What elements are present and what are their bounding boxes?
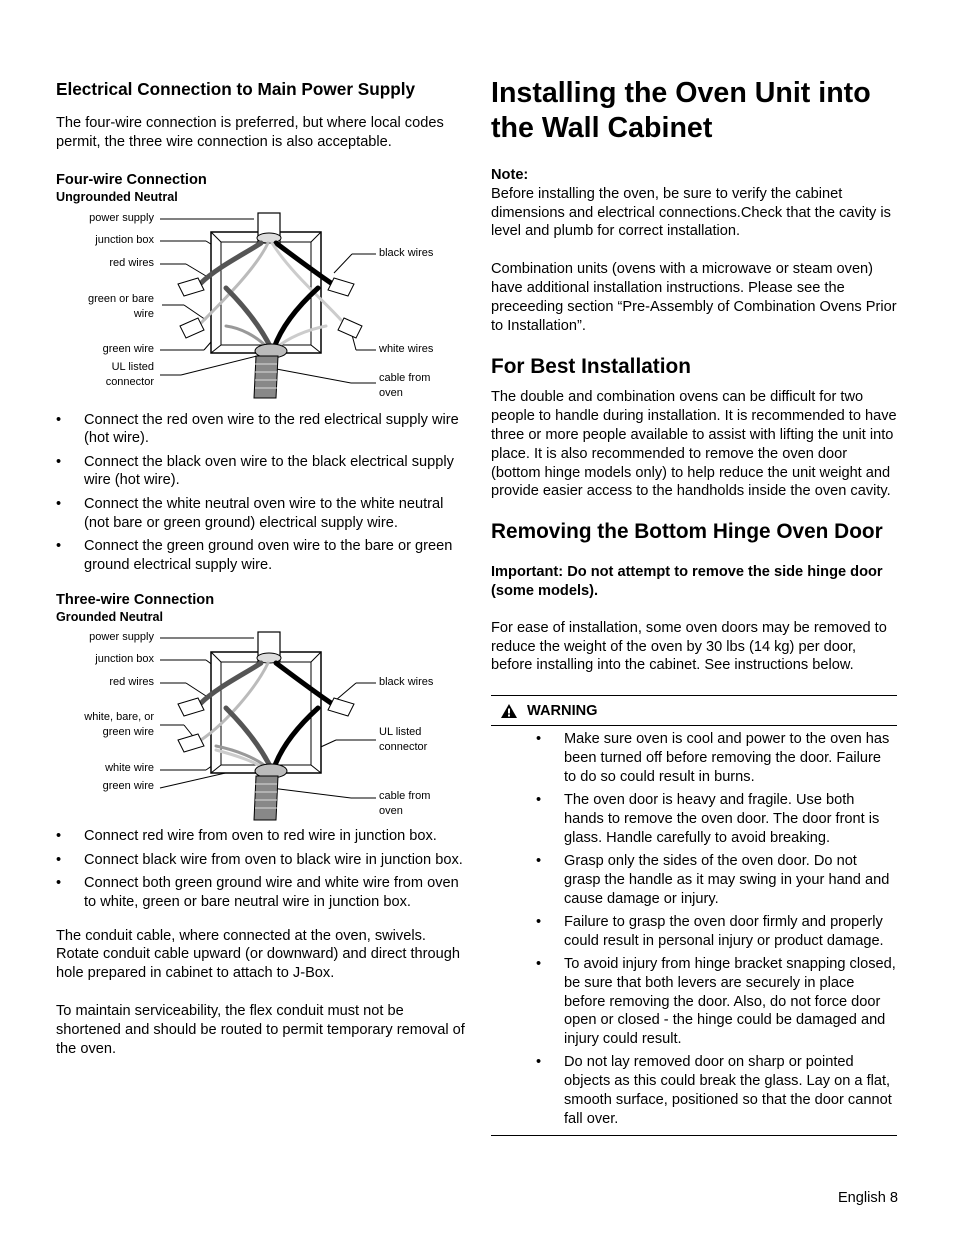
warning-triangle-icon bbox=[491, 704, 527, 718]
label-ul-listed-connector: UL listed connector bbox=[379, 726, 428, 754]
electrical-connection-heading: Electrical Connection to Main Power Supply bbox=[56, 79, 416, 99]
list-item: • Connect the black oven wire to the black electrical supply wire (hot wire). bbox=[56, 453, 466, 491]
label-white-wires: white wires bbox=[379, 342, 434, 355]
ease-paragraph: For ease of installation, some oven doors may be removed to reduce the weight of the oven by 30 lbs (14 kg) per door, before installing into the cabinet. See instructions below. bbox=[491, 619, 887, 674]
warning-header bbox=[491, 696, 897, 726]
label-red-wires: red wires bbox=[109, 256, 154, 269]
list-item: • Connect the white neutral oven wire to the white neutral (not bare or green ground) electrical supply wire. bbox=[56, 495, 466, 533]
label-ul-listed-connector: UL listed connector bbox=[105, 360, 154, 388]
label-junction-box: junction box bbox=[95, 653, 154, 666]
warning-title: WARNING bbox=[527, 702, 598, 719]
note-label: Note: bbox=[491, 167, 529, 183]
important-note: Important: Do not attempt to remove the side hinge door (some models). bbox=[491, 564, 883, 599]
label-green-or-bare-wire: green or bare wire bbox=[87, 292, 154, 320]
list-item: • Connect red wire from oven to red wire in junction box. bbox=[56, 827, 466, 846]
list-item: • Make sure oven is cool and power to the oven has been turned off before removing the door. Failure to do so could result in burns. bbox=[536, 730, 897, 786]
best-installation-heading: For Best Installation bbox=[491, 355, 691, 379]
label-red-wires: red wires bbox=[109, 676, 154, 689]
three-wire-instructions bbox=[56, 827, 466, 911]
four-wire-subheading: Ungrounded Neutral bbox=[56, 189, 178, 204]
intro-paragraph: The four-wire connection is preferred, but where local codes permit, the three wire connection is also acceptable. bbox=[56, 115, 444, 150]
label-green-wire: green wire bbox=[102, 342, 154, 355]
list-item: • Do not lay removed door on sharp or pointed objects as this could break the glass. Lay on a flat, smooth surface, positioned so that the door cannot fall over. bbox=[536, 1053, 897, 1128]
four-wire-heading: Four-wire Connection bbox=[56, 171, 207, 188]
three-wire-subheading: Grounded Neutral bbox=[56, 610, 164, 625]
list-item: • Connect the green ground oven wire to the bare or green ground electrical supply wire. bbox=[56, 537, 466, 575]
label-black-wires: black wires bbox=[379, 676, 434, 689]
right-column bbox=[491, 76, 899, 1136]
label-cable-from-oven: cable from oven bbox=[379, 790, 431, 818]
warning-list bbox=[491, 726, 897, 1135]
combination-paragraph: Combination units (ovens with a microwave or steam oven) have additional installation instructions. Please see the preceeding section “Pre-Assembly of Combination Ovens Prior to Installation”. bbox=[491, 261, 897, 334]
warning-box bbox=[491, 695, 897, 1136]
best-installation-paragraph: The double and combination ovens can be difficult for two people to handle during installation. It is recommended to have three or more people available to assist with lifting the unit into place. It is also recommended to remove the oven door (bottom hinge models only) to help reduce the unit weight and provide easier access to the handholds inside the oven cavity. bbox=[491, 389, 897, 500]
list-item: • Connect the red oven wire to the red electrical supply wire (hot wire). bbox=[56, 411, 466, 449]
list-item: • Connect black wire from oven to black wire in junction box. bbox=[56, 851, 466, 870]
four-wire-diagram bbox=[56, 208, 466, 403]
remove-door-heading: Removing the Bottom Hinge Oven Door bbox=[491, 520, 883, 544]
page-footer: English 8 bbox=[837, 1190, 898, 1206]
label-green-wire: green wire bbox=[102, 780, 154, 793]
list-item: • To avoid injury from hinge bracket snapping closed, be sure that both levers are securely in place before removing the door. Also, do not force door open or closed - the hinge could be damaged and injury could result. bbox=[536, 955, 897, 1049]
conduit-paragraph: The conduit cable, where connected at the oven, swivels. Rotate conduit cable upward (or downward) and direct through hole prepared in cabinet to attach to J-Box. bbox=[56, 927, 460, 982]
label-junction-box: junction box bbox=[95, 233, 154, 246]
three-wire-diagram bbox=[56, 628, 466, 826]
label-cable-from-oven: cable from oven bbox=[379, 371, 431, 399]
page-title: Installing the Oven Unit into the Wall Cabinet bbox=[491, 77, 871, 144]
label-black-wires: black wires bbox=[379, 246, 434, 259]
list-item: • Grasp only the sides of the oven door. Do not grasp the handle as it may swing in your hand and cause damage or injury. bbox=[536, 852, 897, 908]
list-item: • Failure to grasp the oven door firmly and properly could result in personal injury or product damage. bbox=[536, 913, 897, 951]
note-paragraph: Before installing the oven, be sure to verify the cabinet dimensions and electrical connections.Check that the cavity is level and plumb for correct installation. bbox=[491, 185, 891, 240]
list-item: • Connect both green ground wire and white wire from oven to white, green or bare neutral wire in junction box. bbox=[56, 874, 466, 912]
three-wire-heading: Three-wire Connection bbox=[56, 592, 215, 609]
four-wire-instructions bbox=[56, 411, 466, 575]
label-white-bare-or-green-wire: white, bare, or green wire bbox=[84, 711, 154, 739]
left-column bbox=[56, 78, 466, 1058]
list-item: • The oven door is heavy and fragile. Use both hands to remove the oven door. The door front is glass. Handle carefully to avoid breaking. bbox=[536, 791, 897, 847]
label-power-supply: power supply bbox=[89, 211, 154, 224]
serviceability-paragraph: To maintain serviceability, the flex conduit must not be shortened and should be routed to permit temporary removal of the oven. bbox=[56, 1003, 465, 1057]
label-power-supply: power supply bbox=[89, 631, 154, 644]
label-white-wire: white wire bbox=[105, 762, 154, 775]
